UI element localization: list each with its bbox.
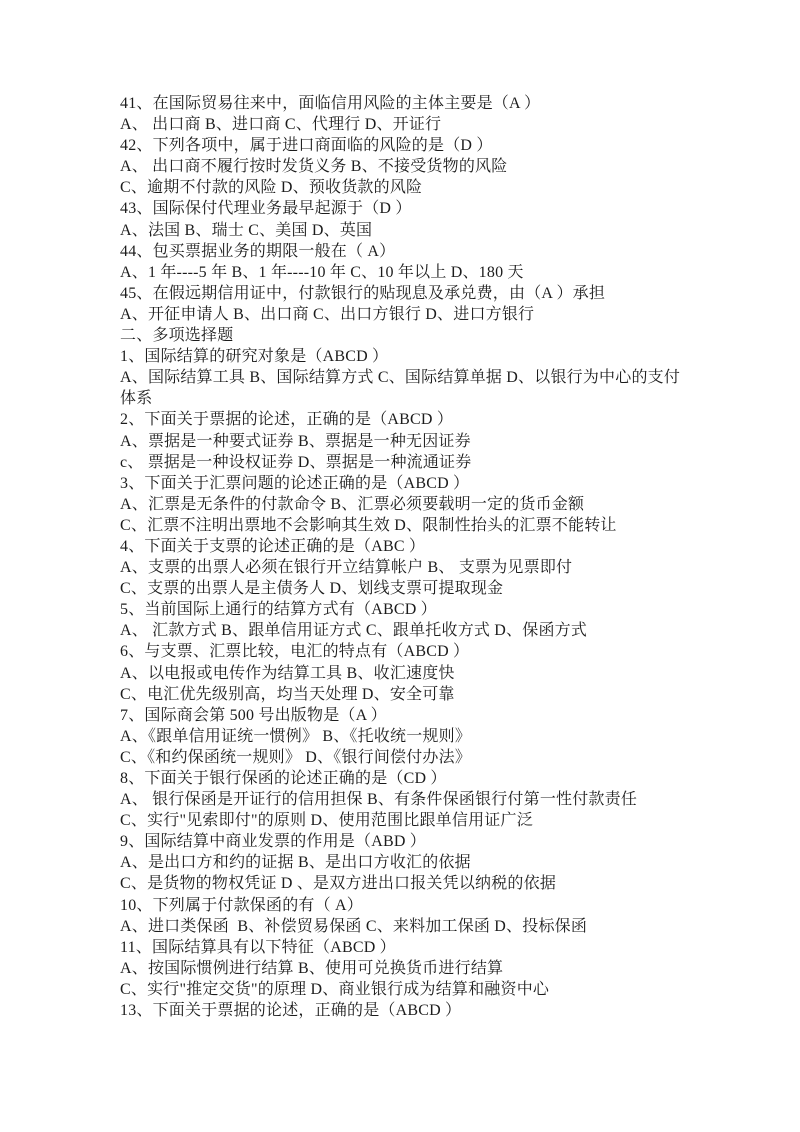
document-line: A、《跟单信用证统一惯例》 B、《托收统一规则》 bbox=[120, 727, 472, 745]
document-line: 1、国际结算的研究对象是（ABCD ） bbox=[120, 348, 389, 366]
document-line: 45、在假远期信用证中，付款银行的贴现息及承兑费，由（A ）承担 bbox=[120, 284, 606, 302]
document-line: 10、下列属于付款保函的有（ A） bbox=[120, 896, 363, 914]
document-line: A、支票的出票人必须在银行开立结算帐户 B、 支票为见票即付 bbox=[120, 559, 573, 577]
document-line: 体系 bbox=[120, 390, 153, 408]
document-line: C、支票的出票人是主债务人 D、划线支票可提取现金 bbox=[120, 580, 504, 598]
document-line: 9、国际结算中商业发票的作用是（ABD ） bbox=[120, 833, 426, 851]
document-line: C、实行"见索即付"的原则 D、使用范围比跟单信用证广泛 bbox=[120, 812, 533, 830]
document-line: A、是出口方和约的证据 B、是出口方收汇的依据 bbox=[120, 854, 471, 872]
document-line: 5、当前国际上通行的结算方式有（ABCD ） bbox=[120, 601, 437, 619]
document-line: A、进口类保函 B、补偿贸易保函 C、来料加工保函 D、投标保函 bbox=[120, 917, 588, 935]
document-line: 43、国际保付代理业务最早起源于（D ） bbox=[120, 200, 412, 218]
document-line: A、 汇款方式 B、跟单信用证方式 C、跟单托收方式 D、保函方式 bbox=[120, 622, 588, 640]
document-line: A、票据是一种要式证券 B、票据是一种无因证券 bbox=[120, 432, 471, 450]
document-text-block bbox=[120, 93, 710, 1021]
document-line: A、汇票是无条件的付款命令 B、汇票必须要载明一定的货币金额 bbox=[120, 495, 585, 513]
document-line: 4、下面关于支票的论述正确的是（ABC ） bbox=[120, 537, 426, 555]
document-line: 8、下面关于银行保函的论述正确的是（CD ） bbox=[120, 770, 447, 787]
document-line: A、按国际惯例进行结算 B、使用可兑换货币进行结算 bbox=[120, 959, 504, 977]
document-line: A、 出口商不履行按时发货义务 B、不接受货物的风险 bbox=[120, 158, 508, 176]
document-line: 11、国际结算具有以下特征（ABCD ） bbox=[120, 938, 396, 956]
document-line: A、 银行保函是开证行的信用担保 B、有条件保函银行付第一性付款责任 bbox=[120, 791, 638, 809]
document-line: c、 票据是一种设权证券 D、票据是一种流通证券 bbox=[120, 453, 472, 471]
document-line: C、逾期不付款的风险 D、预收货款的风险 bbox=[120, 179, 423, 197]
document-line: C、《和约保函统一规则》 D、《银行间偿付办法》 bbox=[120, 748, 472, 766]
document-line: 13、下面关于票据的论述，正确的是（ABCD ） bbox=[120, 1002, 462, 1020]
document-line: 6、与支票、汇票比较，电汇的特点有（ABCD ） bbox=[120, 643, 470, 661]
document-line: 44、包买票据业务的期限一般在（ A） bbox=[120, 242, 396, 260]
document-line: A、国际结算工具 B、国际结算方式 C、国际结算单据 D、以银行为中心的支付 bbox=[120, 369, 681, 387]
document-line: A、开征申请人 B、出口商 C、出口方银行 D、进口方银行 bbox=[120, 305, 535, 323]
document-line: 2、下面关于票据的论述，正确的是（ABCD ） bbox=[120, 411, 454, 429]
document-line: C、电汇优先级别高，均当天处理 D、安全可靠 bbox=[120, 685, 455, 703]
document-line: A、1 年----5 年 B、1 年----10 年 C、10 年以上 D、180 天 bbox=[120, 263, 524, 281]
document-line: C、汇票不注明出票地不会影响其生效 D、限制性抬头的汇票不能转让 bbox=[120, 516, 617, 534]
document-line: 7、国际商会第 500 号出版物是（A ） bbox=[120, 706, 387, 724]
document-line: 41、在国际贸易往来中，面临信用风险的主体主要是（A ） bbox=[120, 95, 541, 112]
document-line: A、法国 B、瑞士 C、美国 D、英国 bbox=[120, 221, 373, 239]
document-line: A、 出口商 B、进口商 C、代理行 D、开证行 bbox=[120, 116, 442, 134]
document-line: C、实行"推定交货"的原理 D、商业银行成为结算和融资中心 bbox=[120, 980, 550, 998]
document-line: 42、下列各项中，属于进口商面临的风险的是（D ） bbox=[120, 137, 493, 155]
document-line: 3、下面关于汇票问题的论述正确的是（ABCD ） bbox=[120, 474, 470, 492]
document-line: A、以电报或电传作为结算工具 B、收汇速度快 bbox=[120, 664, 455, 682]
document-line: 二、多项选择题 bbox=[120, 327, 234, 345]
document-line: C、是货物的物权凭证 D 、是双方进出口报关凭以纳税的依据 bbox=[120, 875, 557, 893]
